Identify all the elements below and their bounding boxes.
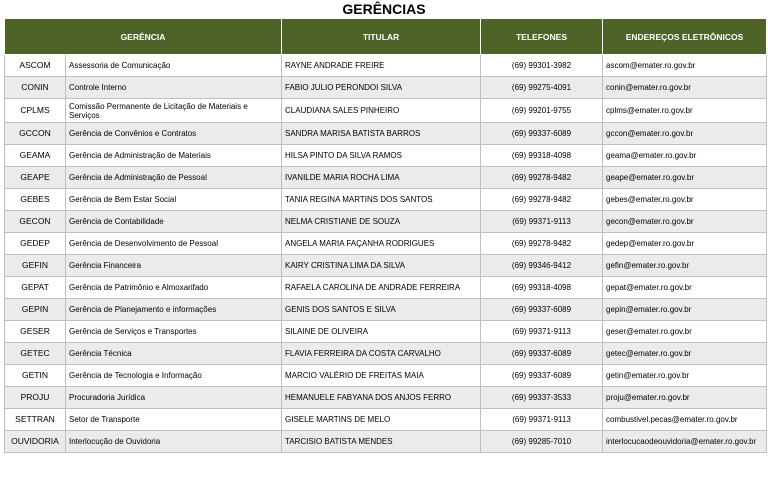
cell-gerencia-nome: Controle Interno: [66, 77, 282, 99]
header-gerencia: GERÊNCIA: [5, 19, 282, 55]
table-row: [5, 167, 767, 189]
cell-titular: TANIA REGINA MARTINS DOS SANTOS: [282, 189, 481, 211]
cell-sigla: CPLMS: [5, 99, 66, 123]
cell-sigla: ASCOM: [5, 55, 66, 77]
cell-sigla: PROJU: [5, 387, 66, 409]
cell-sigla: GEPIN: [5, 299, 66, 321]
cell-gerencia-nome: Gerência de Bem Estar Social: [66, 189, 282, 211]
cell-gerencia-nome: Procuradoria Jurídica: [66, 387, 282, 409]
cell-telefone: (69) 99337-6089: [481, 299, 603, 321]
cell-titular: HILSA PINTO DA SILVA RAMOS: [282, 145, 481, 167]
cell-email-link[interactable]: getin@emater.ro.gov.br: [603, 365, 767, 387]
cell-gerencia-nome: Assessoria de Comunicação: [66, 55, 282, 77]
cell-titular: HEMANUELE FABYANA DOS ANJOS FERRO: [282, 387, 481, 409]
cell-email-link[interactable]: gebes@emater.ro.gov.br: [603, 189, 767, 211]
header-titular: TITULAR: [282, 19, 481, 55]
table-body: [5, 55, 767, 453]
header-enderecos: ENDEREÇOS ELETRÔNICOS: [603, 19, 767, 55]
cell-telefone: (69) 99318-4098: [481, 145, 603, 167]
cell-titular: GISELE MARTINS DE MELO: [282, 409, 481, 431]
cell-telefone: (69) 99301-3982: [481, 55, 603, 77]
cell-sigla: SETTRAN: [5, 409, 66, 431]
cell-gerencia-nome: Gerência de Desenvolvimento de Pessoal: [66, 233, 282, 255]
cell-gerencia-nome: Gerência Financeira: [66, 255, 282, 277]
cell-gerencia-nome: Gerência de Serviços e Transportes: [66, 321, 282, 343]
cell-gerencia-nome: Gerência de Patrimônio e Almoxarifado: [66, 277, 282, 299]
cell-telefone: (69) 99337-6089: [481, 123, 603, 145]
cell-titular: KAIRY CRISTINA LIMA DA SILVA: [282, 255, 481, 277]
cell-titular: FABIO JULIO PERONDOI SILVA: [282, 77, 481, 99]
cell-titular: TARCISIO BATISTA MENDES: [282, 431, 481, 453]
cell-titular: CLAUDIANA SALES PINHEIRO: [282, 99, 481, 123]
cell-titular: MARCIO VALÉRIO DE FREITAS MAIA: [282, 365, 481, 387]
table-row: [5, 321, 767, 343]
header-telefones: TELEFONES: [481, 19, 603, 55]
cell-titular: ANGELA MARIA FAÇANHA RODRIGUES: [282, 233, 481, 255]
cell-gerencia-nome: Gerência de Convênios e Contratos: [66, 123, 282, 145]
cell-email-link[interactable]: gefin@emater.ro.gov.br: [603, 255, 767, 277]
cell-telefone: (69) 99275-4091: [481, 77, 603, 99]
cell-sigla: GEDEP: [5, 233, 66, 255]
cell-email-link[interactable]: gccon@emater.ro.gov.br: [603, 123, 767, 145]
cell-email-link[interactable]: gecon@emater.ro.gov.br: [603, 211, 767, 233]
table-row: [5, 145, 767, 167]
cell-email-link[interactable]: interlocucaodeouvidoria@emater.ro.gov.br: [603, 431, 767, 453]
cell-sigla: CONIN: [5, 77, 66, 99]
cell-telefone: (69) 99278-9482: [481, 167, 603, 189]
cell-email-link[interactable]: gepat@emater.ro.gov.br: [603, 277, 767, 299]
cell-gerencia-nome: Comissão Permanente de Licitação de Materiais e Serviços: [66, 99, 282, 123]
table-row: [5, 277, 767, 299]
cell-telefone: (69) 99285-7010: [481, 431, 603, 453]
cell-titular: SILAINE DE OLIVEIRA: [282, 321, 481, 343]
table-row: [5, 299, 767, 321]
table-row: [5, 387, 767, 409]
table-row: [5, 211, 767, 233]
table-header-row: [5, 19, 767, 55]
cell-telefone: (69) 99337-6089: [481, 343, 603, 365]
cell-titular: RAFAELA CAROLINA DE ANDRADE FERREIRA: [282, 277, 481, 299]
table-row: [5, 99, 767, 123]
cell-titular: IVANILDE MARIA ROCHA LIMA: [282, 167, 481, 189]
table-row: [5, 409, 767, 431]
cell-email-link[interactable]: conin@emater.ro.gov.br: [603, 77, 767, 99]
cell-sigla: GESER: [5, 321, 66, 343]
cell-sigla: GCCON: [5, 123, 66, 145]
cell-email-link[interactable]: combustivel.pecas@emater.ro.gov.br: [603, 409, 767, 431]
cell-email-link[interactable]: geama@emater.ro.gov.br: [603, 145, 767, 167]
table-row: [5, 189, 767, 211]
table-row: [5, 255, 767, 277]
table-row: [5, 431, 767, 453]
cell-email-link[interactable]: geser@emater.ro.gov.br: [603, 321, 767, 343]
table-row: [5, 233, 767, 255]
cell-titular: RAYNE ANDRADE FREIRE: [282, 55, 481, 77]
cell-sigla: GEFIN: [5, 255, 66, 277]
cell-gerencia-nome: Gerência Técnica: [66, 343, 282, 365]
cell-telefone: (69) 99337-6089: [481, 365, 603, 387]
cell-telefone: (69) 99278-9482: [481, 233, 603, 255]
cell-sigla: GEBES: [5, 189, 66, 211]
cell-telefone: (69) 99346-9412: [481, 255, 603, 277]
table-row: [5, 343, 767, 365]
cell-email-link[interactable]: proju@emater.ro.gov.br: [603, 387, 767, 409]
cell-gerencia-nome: Gerência de Administração de Pessoal: [66, 167, 282, 189]
table-row: [5, 123, 767, 145]
cell-email-link[interactable]: cplms@emater.ro.gov.br: [603, 99, 767, 123]
table-row: [5, 365, 767, 387]
cell-telefone: (69) 99371-9113: [481, 409, 603, 431]
cell-gerencia-nome: Gerência de Planejamento e informações: [66, 299, 282, 321]
page-title: GERÊNCIAS: [342, 1, 426, 17]
cell-gerencia-nome: Setor de Transporte: [66, 409, 282, 431]
cell-titular: SANDRA MARISA BATISTA BARROS: [282, 123, 481, 145]
cell-telefone: (69) 99371-9113: [481, 211, 603, 233]
cell-sigla: OUVIDORIA: [5, 431, 66, 453]
cell-telefone: (69) 99201-9755: [481, 99, 603, 123]
cell-gerencia-nome: Gerência de Administração de Materiais: [66, 145, 282, 167]
cell-sigla: GETIN: [5, 365, 66, 387]
cell-titular: NELMA CRISTIANE DE SOUZA: [282, 211, 481, 233]
cell-titular: GENIS DOS SANTOS E SILVA: [282, 299, 481, 321]
cell-titular: FLAVIA FERREIRA DA COSTA CARVALHO: [282, 343, 481, 365]
cell-sigla: GEPAT: [5, 277, 66, 299]
cell-email-link[interactable]: gepin@emater.ro.gov.br: [603, 299, 767, 321]
cell-sigla: GECON: [5, 211, 66, 233]
table-row: [5, 55, 767, 77]
cell-sigla: GEAPE: [5, 167, 66, 189]
cell-email-link[interactable]: geape@emater.ro.gov.br: [603, 167, 767, 189]
cell-telefone: (69) 99278-9482: [481, 189, 603, 211]
cell-email-link[interactable]: ascom@emater.ro.gov.br: [603, 55, 767, 77]
cell-telefone: (69) 99337-3533: [481, 387, 603, 409]
cell-email-link[interactable]: gedep@emater.ro.gov.br: [603, 233, 767, 255]
cell-email-link[interactable]: getec@emater.ro.gov.br: [603, 343, 767, 365]
cell-gerencia-nome: Gerência de Contabilidade: [66, 211, 282, 233]
cell-telefone: (69) 99318-4098: [481, 277, 603, 299]
table-row: [5, 77, 767, 99]
gerencias-table: [4, 18, 767, 453]
cell-gerencia-nome: Interlocução de Ouvidoria: [66, 431, 282, 453]
cell-gerencia-nome: Gerência de Tecnologia e Informação: [66, 365, 282, 387]
cell-telefone: (69) 99371-9113: [481, 321, 603, 343]
cell-sigla: GETEC: [5, 343, 66, 365]
cell-sigla: GEAMA: [5, 145, 66, 167]
